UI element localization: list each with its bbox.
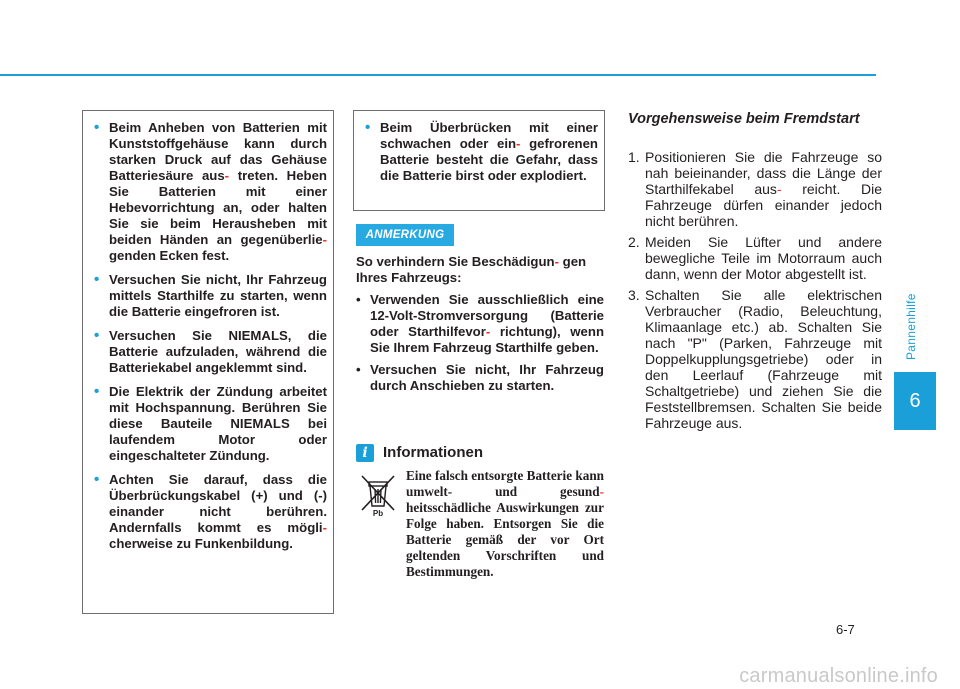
procedure-step: 1. Positionieren Sie die Fahrzeuge so nah beieinander, dass die Länge der Starthilfekabel aus- reicht. Die Fahrzeuge dürfen einander jedoch nicht berühren. <box>628 149 882 229</box>
crossed-bin-icon <box>358 472 398 518</box>
header-rule <box>0 74 876 76</box>
warning-item: • Versuchen Sie nicht, Ihr Fahrzeug mittels Starthilfe zu starten, wenn die Batterie eingefroren ist. <box>93 272 327 320</box>
info-header <box>356 443 606 465</box>
procedure-step: 3. Schalten Sie alle elektrischen Verbraucher (Radio, Beleuchtung, Klimaanlage etc.) ab. Schalten Sie nach "P" (Parken, Fahrzeuge mit Doppelkupplungsgetriebe) oder in den Leerlauf (Fahrzeuge mit Schaltgetriebe) und ziehen Sie die Feststellbremsen. Schalten Sie beide Fahrzeuge aus. <box>628 287 882 431</box>
note-intro: So verhindern Sie Beschädigun- gen Ihres Fahrzeugs: <box>356 254 587 285</box>
warning-box-right <box>353 110 605 211</box>
warning-item: • Achten Sie darauf, dass die Überbrückungskabel (+) und (-) einander nicht berühren. Andernfalls kommt es mögli- cherweise zu Funkenbildung. <box>93 472 327 552</box>
procedure-step: 2. Meiden Sie Lüfter und andere bewegliche Teile im Motorraum auch dann, wenn der Motor abgestellt ist. <box>628 234 882 282</box>
procedure-steps <box>628 149 882 436</box>
watermark: carmanualsonline.info <box>739 665 938 687</box>
warning-item: • Beim Anheben von Batterien mit Kunststoffgehäuse kann durch starken Druck auf das Gehäuse Batteriesäure aus- treten. Heben Sie Batterien mit einer Hebevorrichtung an, oder halten Sie sie beim Herausheben mit beiden Händen an gegenüberlie- genden Ecken fest. <box>93 120 327 264</box>
note-item: • Versuchen Sie nicht, Ihr Fahrzeug durch Anschieben zu starten. <box>356 362 604 394</box>
note-section <box>356 254 604 400</box>
info-icon: i <box>356 444 374 462</box>
bin-label: Pb <box>372 509 384 518</box>
warning-item: • Beim Überbrücken mit einer schwachen oder ein- gefrorenen Batterie besteht die Gefahr, dass die Batterie birst oder explodiert. <box>364 120 598 184</box>
info-title: Informationen <box>383 444 483 461</box>
chapter-number: 6 <box>909 389 921 412</box>
page-number: 6-7 <box>836 622 855 637</box>
info-text: Eine falsch entsorgte Batterie kann umwelt- und gesund- heitsschädliche Auswirkungen zur Folge haben. Entsorgen Sie die Batterie gemäß der vor Ort geltenden Vorschriften und Bestimmungen. <box>406 468 604 579</box>
warning-item: • Versuchen Sie NIEMALS, die Batterie aufzuladen, während die Batteriekabel angeklemmt sind. <box>93 328 327 376</box>
warning-item: • Die Elektrik der Zündung arbeitet mit Hochspannung. Berühren Sie diese Bauteile NIEMALS bei laufendem Motor oder eingeschalteter Zündung. <box>93 384 327 464</box>
procedure-title: Vorgehensweise beim Fremdstart <box>628 111 860 127</box>
warning-box-left <box>82 110 334 614</box>
note-item: • Verwenden Sie ausschließlich eine 12-Volt-Stromversorgung (Batterie oder Starthilfevor- richtung), wenn Sie Ihrem Fahrzeug Starthilfe geben. <box>356 292 604 356</box>
note-badge: ANMERKUNG <box>356 224 454 246</box>
chapter-tab <box>894 372 936 430</box>
